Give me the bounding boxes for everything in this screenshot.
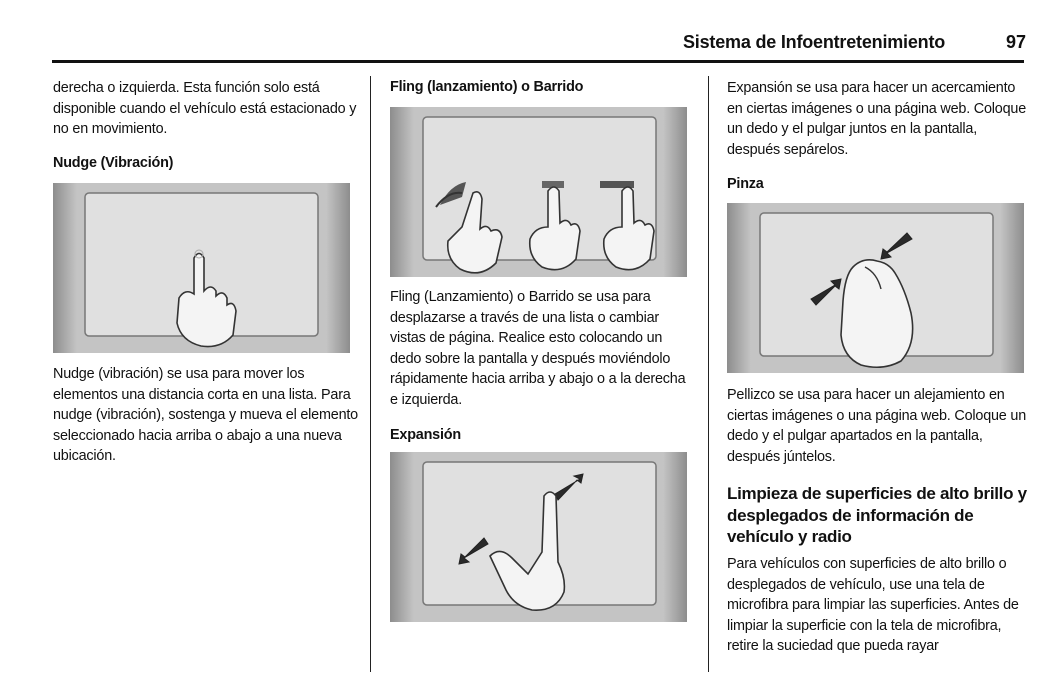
pinch-illustration: [727, 203, 1024, 373]
nudge-heading: Nudge (Vibración): [53, 155, 174, 171]
cleaning-text-block: [727, 554, 1027, 657]
spread-illustration: [390, 452, 687, 622]
pinch-text-block: [727, 385, 1027, 467]
spread-heading-block: [390, 427, 695, 443]
fling-text-block: [390, 287, 695, 411]
pinch-heading-block: [727, 176, 1027, 192]
pinch-heading: Pinza: [727, 176, 764, 192]
cleaning-paragraph: Para vehículos con superficies de alto brillo o desplegados de vehículo, use una tela de microfibra para limpiar las superficies. Antes de limpiar la superficie con la tela de microfibra, retire la suciedad que pueda rayar: [727, 556, 1019, 655]
pinch-paragraph: Pellizco se usa para hacer un alejamiento en ciertas imágenes o una página web. Coloque un dedo y el pulgar apartados en la pantalla, después júntelos.: [727, 387, 1027, 465]
nudge-text-block: [53, 364, 358, 467]
column-divider-left: [370, 76, 371, 672]
spread-heading: Expansión: [390, 427, 461, 443]
fling-paragraph: Fling (Lanzamiento) o Barrido se usa para desplazarse a través de una lista o cambiar vistas de página. Realice esto colocando un dedo sobre la pantalla y después moviéndolo rápidamente hacia arriba y abajo o a la derecha e izquierda.: [390, 289, 686, 408]
nudge-paragraph: Nudge (vibración) se usa para mover los elementos una distancia corta en una lista. Para nudge (vibración), sostenga y mueva el elemento seleccionado hacia arriba o abajo a una nueva ubicación.: [53, 366, 358, 465]
page-number: 97: [1006, 32, 1027, 52]
column-divider-right: [708, 76, 709, 672]
spread-paragraph: Expansión se usa para hacer un acercamiento en ciertas imágenes o una página web. Coloque un dedo y el pulgar juntos en la pantalla, después sepárelos.: [727, 80, 1027, 158]
spread-text-block: [727, 78, 1027, 160]
fling-illustration: [390, 107, 687, 277]
header-rule: [52, 60, 1024, 63]
nudge-heading-block: [53, 155, 358, 171]
nudge-illustration: [53, 183, 350, 353]
intro-paragraph: derecha o izquierda. Esta función solo está disponible cuando el vehículo está estacionado y no en movimiento.: [53, 80, 357, 138]
page-header-title: Sistema de Infoentretenimiento: [683, 32, 946, 52]
column-1: [53, 78, 358, 140]
fling-heading: Fling (lanzamiento) o Barrido: [390, 79, 584, 95]
cleaning-heading-block: [727, 483, 1027, 548]
fling-heading-block: [390, 79, 695, 95]
cleaning-section-heading: Limpieza de superficies de alto brillo y desplegados de información de vehículo y radio: [727, 484, 1027, 546]
